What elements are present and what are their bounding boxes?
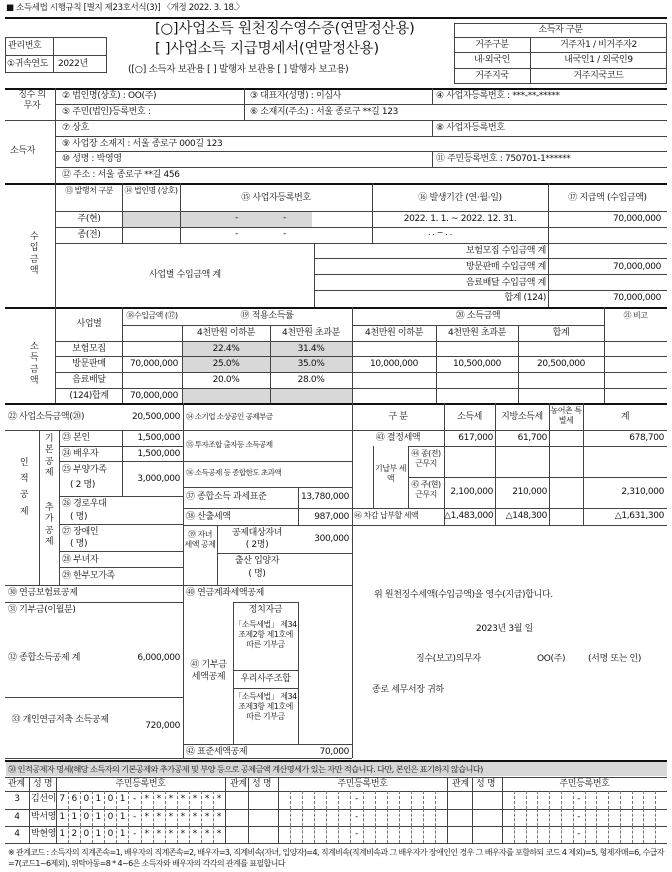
bizno-dash: -	[283, 213, 286, 223]
spouse-label: ㉔ 배우자	[62, 449, 99, 459]
dependent-count: ( 2 명)	[70, 480, 96, 490]
dependent-name: 박현영	[31, 829, 57, 839]
legal-donation-label: 「소득세법」 제34조제2항 제1호에 따른 기부금	[234, 620, 297, 650]
residence-value: 거주자1 / 비거주자2	[560, 40, 637, 50]
residence-label: 거주구분	[475, 40, 509, 50]
biz-income-label: ㉒ 사업소득금액(⑳)	[8, 412, 85, 422]
woman-label: ㉘ 부녀자	[62, 555, 99, 565]
bizno-header: ⑮ 사업자등록번호	[241, 193, 311, 203]
payer-bizno-label: ④ 사업자등록번호 :	[436, 91, 513, 101]
name-header: 성 명	[252, 779, 272, 789]
rrn-cell-divider	[596, 809, 597, 826]
rrn-cell-divider	[399, 826, 400, 843]
rrn-cell-divider	[608, 826, 609, 843]
earner-name: 박영영	[96, 154, 122, 164]
standard-credit-label: ㊷ 표준세액공제	[186, 747, 248, 757]
rrn-digit: *	[216, 812, 222, 822]
single-parent-label: ㉙ 한부모가족	[62, 571, 115, 581]
settled-tax-label: ㊸ 결정세액	[375, 433, 421, 443]
sum-header: 합계	[552, 328, 570, 338]
rrn-digit: 0	[107, 829, 114, 839]
rate-section-label: 소득 금액	[29, 342, 39, 386]
beverage-label: 음료배달 수입금액 계	[465, 278, 546, 288]
rrn-cell-divider	[537, 809, 538, 826]
period-header: ⑯ 발생기간 (연·월·일)	[418, 193, 502, 203]
rel-header: 관계	[230, 779, 247, 789]
form-reference: ■ 소득세법 시행규칙 [별지 제23호서식(3)] 〈개정 2022. 3. 18.〉	[6, 3, 245, 13]
child-credit-value: 300,000	[314, 534, 349, 544]
rrn-cell-divider	[411, 826, 412, 843]
rrn-digit: 1	[95, 812, 101, 822]
rrn-digit: *	[156, 794, 161, 804]
rrn-digit: *	[204, 794, 210, 804]
rate-row-name: 음료배달	[72, 375, 106, 385]
corp-header: ⑭ 법인명 (상호)	[124, 186, 178, 195]
rrn-cell-divider	[375, 809, 376, 826]
rrn-digit: 1	[59, 829, 65, 839]
rrn-cell-divider	[620, 791, 621, 809]
calc-tax-label: ㊳ 산출세액	[186, 512, 231, 522]
dependent-label: ㉕ 부양가족	[62, 465, 107, 475]
venture-label: ㉟ 투자조합 출자등 소득공제	[186, 440, 273, 449]
pension-savings-label: ㉝ 개인연금저축 소득공제	[11, 715, 109, 725]
copy-type: ([○] 소득자 보관용 [ ] 발행자 보관용 [ ] 발행자 보고용)	[128, 64, 349, 75]
rrn-cell-divider	[411, 791, 412, 809]
rate-row-over: 31.4%	[297, 344, 325, 354]
inc-row-over: 10,500,000	[452, 359, 502, 369]
rrn-cell-divider	[399, 791, 400, 809]
rrn-digit: 1	[95, 794, 101, 804]
rrn-cell-divider	[655, 791, 656, 809]
birth-sub-label: 출산 입양자	[234, 556, 280, 566]
self-value: 1,500,000	[137, 433, 180, 443]
donation-carry-label: ㉛ 기부금(이월분)	[8, 605, 76, 615]
payer-section-label: 징수 의무자	[18, 90, 46, 112]
rate-row-under: 20.0%	[212, 375, 240, 385]
child-count: ( 2명)	[245, 540, 269, 550]
biz-header: 사업별	[76, 319, 102, 329]
agri-tax-header: 농어촌 특별세	[550, 406, 582, 425]
rrn-cell-divider	[314, 791, 315, 809]
diff-tax-label: ㊻ 차감 납부할 세액	[354, 511, 419, 520]
rep-name: 이심사	[315, 91, 342, 101]
rrn-digit: *	[168, 812, 173, 822]
dependent-relation: 4	[14, 829, 20, 839]
country-code-label: 거주지국코드	[573, 71, 624, 81]
donation-credit-label: ㊶ 기부금 세액공제	[190, 660, 227, 682]
rrn-digit: *	[156, 829, 161, 839]
rrn-cell-divider	[643, 826, 644, 843]
rrn-separator: -	[354, 812, 358, 822]
rrn-cell-divider	[290, 826, 291, 843]
dependent-name: 박서영	[31, 812, 57, 822]
designated-donation-label: 「소득세법」 제34조제3항 제1호에 따른 기부금	[234, 692, 297, 722]
earner-bizno-label: ⑧ 사업자등록번호	[436, 123, 505, 133]
tax-office: 종로 세무서장 귀하	[372, 685, 444, 695]
earner-name-label: ⑩ 성명 :	[62, 154, 97, 164]
rrn-digit: 7	[59, 794, 65, 804]
inc-row-under: 10,000,000	[369, 359, 419, 369]
rrn-cell-divider	[435, 809, 436, 826]
payer-name-label: ② 법인명(상호) :	[62, 91, 128, 101]
rrn-cell-divider	[632, 826, 633, 843]
elder-label: ㉖ 경로우대	[62, 499, 107, 509]
rrn-digit: *	[168, 794, 173, 804]
personal-ded-label: 인 적 공 제	[19, 458, 29, 517]
rrn-cell-divider	[608, 791, 609, 809]
rrn-cell-divider	[423, 791, 424, 809]
rrn-cell-divider	[375, 826, 376, 843]
cur-workplace-label: ㊺ 주(현) 근무지	[411, 480, 441, 499]
rrn-cell-divider	[387, 791, 388, 809]
bizno-dash: -	[235, 213, 238, 223]
signature-hint: (서명 또는 인)	[588, 654, 642, 664]
rrn-cell-divider	[326, 826, 327, 843]
settled-income-tax: 617,000	[458, 433, 493, 443]
local-tax-header: 지방소득세	[501, 412, 543, 422]
prev-workplace-label: ㊹ 종(전) 근무지	[411, 449, 441, 468]
income-amount-header: ⑳ 소득금액	[455, 311, 501, 321]
main-period: 2022. 1. 1. ~ 2022. 12. 31.	[403, 214, 517, 224]
title-statement: [ ]사업소득 지급명세서(연말정산용)	[155, 41, 379, 57]
rate-row-under: 25.0%	[212, 359, 240, 369]
period-dots: . . ~ . .	[428, 228, 452, 237]
dependent-relation: 3	[14, 794, 20, 804]
payer-bizno: ***-**-*****	[512, 91, 560, 101]
door-to-door-label: 방문판매 수입금액 계	[465, 262, 546, 272]
rate-total-header: ⑱수입금액 (⑰)	[126, 311, 178, 320]
rrn-digit: 1	[119, 812, 126, 822]
rrn-cell-divider	[314, 826, 315, 843]
additional-ded-label: 추 가 공 제	[44, 503, 54, 547]
rrn-digit: 1	[71, 812, 77, 822]
rrn-separator: -	[577, 829, 581, 839]
rrn-digit: *	[216, 794, 222, 804]
income-total-value: 70,000,000	[612, 293, 661, 303]
rrn-header: 주민등록번호	[337, 779, 388, 789]
rrn-cell-divider	[596, 826, 597, 843]
rrn-cell-divider	[596, 791, 597, 809]
rrn-cell-divider	[526, 809, 527, 826]
income-tax-header: 소득세	[456, 412, 483, 422]
child-sub-label: 공제대상자녀	[231, 528, 283, 538]
rrn-cell-divider	[549, 826, 550, 843]
rrn-cell-divider	[435, 791, 436, 809]
rrn-digit: *	[156, 812, 161, 822]
rrn-digit: 0	[83, 829, 89, 839]
attribution-year-label: ①귀속연도	[7, 59, 49, 69]
rate-row-total: 70,000,000	[129, 391, 178, 401]
elder-count: ( 명)	[70, 512, 88, 522]
spouse-value: 1,500,000	[137, 449, 180, 459]
pension-account-label: ㊵ 연금계좌세액공제	[186, 588, 264, 598]
rrn-digit: *	[168, 829, 173, 839]
rrn-separator: -	[132, 794, 136, 804]
rrn-cell-divider	[302, 826, 303, 843]
tax-div-header: 구 분	[388, 412, 408, 422]
rrn-digit: *	[204, 812, 210, 822]
earner-rrn-label: ⑪ 주민등록번호 :	[436, 154, 505, 164]
inc-under-header: 4천만원 이하분	[365, 328, 423, 338]
nationality-value: 내국인1 / 외국인9	[564, 55, 633, 65]
rrn-digit: 0	[83, 812, 89, 822]
rrn-cell-divider	[655, 809, 656, 826]
child-credit-label: ㊴ 자녀 세액 공제	[184, 530, 216, 549]
nationality-label: 내·외국인	[474, 55, 510, 65]
manage-no-label: 관리번호	[8, 41, 42, 51]
rrn-digit: 1	[119, 794, 126, 804]
bizno-dash: -	[283, 229, 286, 239]
cur-income-tax: 2,100,000	[450, 487, 493, 497]
note-header: ㉑ 비고	[623, 311, 648, 320]
rrn-cell-divider	[561, 791, 562, 809]
rrn-digit: 0	[107, 812, 114, 822]
rrn-cell-divider	[363, 826, 364, 843]
rrn-cell-divider	[326, 809, 327, 826]
rrn-cell-divider	[655, 826, 656, 843]
rrn-cell-divider	[302, 809, 303, 826]
standard-credit-value: 70,000	[319, 747, 349, 757]
prepaid-label: 기납부 세액	[375, 464, 406, 484]
rrn-cell-divider	[608, 809, 609, 826]
rrn-cell-divider	[290, 809, 291, 826]
rate-row-over: 35.0%	[297, 359, 325, 369]
rrn-cell-divider	[549, 791, 550, 809]
rrn-cell-divider	[387, 826, 388, 843]
issuer-header: ⑬ 발행처 구분	[65, 186, 113, 195]
union-label: 우리사주조합	[240, 674, 291, 684]
disabled-label: ㉗ 장애인	[62, 527, 99, 537]
earner-section-label: 소득자	[10, 146, 36, 156]
rep-label: ③ 대표자(성명) :	[250, 91, 316, 101]
country-label: 거주지국	[475, 71, 509, 81]
rrn-cell-divider	[363, 809, 364, 826]
rrn-separator: -	[354, 794, 358, 804]
rrn-cell-divider	[526, 791, 527, 809]
rrn-header: 주민등록번호	[559, 779, 610, 789]
rate-row-name: (124)합계	[69, 391, 109, 401]
earner-addr-label: ⑫ 주소 :	[62, 170, 98, 180]
main-amount: 70,000,000	[612, 214, 661, 224]
cur-sum: 2,310,000	[621, 487, 664, 497]
tax-base-label: ㊲ 종합소득 과세표준	[186, 492, 267, 502]
rrn-cell-divider	[326, 791, 327, 809]
rrn-cell-divider	[549, 809, 550, 826]
over-header: 4천만원 초과분	[282, 328, 340, 338]
rrn-digit: *	[180, 794, 185, 804]
rrn-digit: *	[204, 829, 210, 839]
rrn-cell-divider	[537, 826, 538, 843]
payer-name: OO(주)	[127, 91, 157, 101]
rate-row-name: 방문판매	[72, 359, 106, 369]
rrn-cell-divider	[526, 826, 527, 843]
rrn-cell-divider	[632, 791, 633, 809]
withholder-name: OO(주)	[537, 654, 566, 664]
earner-div-title: 소득자 구분	[538, 25, 583, 35]
income-section-label: 수입 금액	[29, 232, 39, 276]
rrn-cell-divider	[643, 791, 644, 809]
tax-base-value: 13,780,000	[300, 492, 349, 502]
tax-sum-header: 계	[620, 412, 630, 422]
total-ded-label: ㉜ 종합소득공제 계	[8, 653, 81, 663]
earner-addr: 서울 종로구 **길 456	[97, 170, 180, 180]
attribution-year: 2022년	[58, 59, 88, 69]
rrn-cell-divider	[375, 791, 376, 809]
disabled-count: ( 명)	[70, 539, 88, 549]
rrn-header: 주민등록번호	[115, 779, 166, 789]
dependent-value: 3,000,000	[137, 474, 180, 484]
diff-income-tax: △1,483,000	[444, 511, 494, 521]
total-ded-value: 6,000,000	[137, 653, 180, 663]
self-label: ㉓ 본인	[62, 433, 90, 443]
rrn-cell-divider	[620, 809, 621, 826]
rate-row-under: 22.4%	[212, 344, 240, 354]
under-header: 4천만원 이하분	[197, 328, 255, 338]
political-fund-label: 정치자금	[248, 605, 283, 615]
confirm-text: 위 원천징수세액(수입금액)을 영수(지급)합니다.	[374, 590, 553, 600]
rrn-cell-divider	[537, 791, 538, 809]
rate-row-name: 보험모집	[72, 344, 106, 354]
basic-ded-label: 기 본 공 제	[44, 434, 54, 478]
relation-code-footnote: ※ 관계코드 : 소득자의 직계존속=1, 배우자의 직계존속=2, 배우자=3, 직계비속(자녀, 입양자)=4, 직계비속(직계비속과 그 배우자가 장애인인 경우 그 배우자를 포함하되 코드 4 제외)=5, 형제자매=6, 수급자=7(코드1~6제외), 위탁아동=8 * 4~6은 소득자와 배우자의 각각의 관계를 표필합니다	[8, 848, 664, 868]
rrn-cell-divider	[561, 826, 562, 843]
rrn-cell-divider	[585, 791, 586, 809]
dependent-name: 김선이	[31, 794, 57, 804]
name-header: 성 명	[33, 779, 53, 789]
rel-header: 관계	[452, 779, 469, 789]
payer-addr: 서울 종로구 **길 123	[315, 107, 399, 117]
bizaddr-label: ⑨ 사업장 소재지 :	[62, 139, 133, 149]
biz-income-value: 20,500,000	[131, 412, 180, 422]
trade-name-label: ⑦ 상호	[62, 123, 89, 133]
rrn-cell-divider	[514, 809, 515, 826]
bizno-dash: -	[235, 229, 238, 239]
rrn-cell-divider	[423, 826, 424, 843]
main-label: 주(현)	[77, 214, 101, 224]
diff-local-tax: △148,300	[505, 511, 547, 521]
rrn-digit: *	[144, 794, 149, 804]
rrn-cell-divider	[514, 826, 515, 843]
income-total-label: 합계 (124)	[504, 293, 546, 303]
rrn-digit: 1	[95, 829, 101, 839]
rrn-cell-divider	[561, 809, 562, 826]
calc-tax-value: 987,000	[314, 512, 349, 522]
rrn-digit: *	[192, 812, 197, 822]
amount-header: ⑰ 지급액 (수입금액)	[568, 193, 647, 203]
corpno-label: ⑤ 주민(법인)등록번호 :	[62, 107, 151, 117]
insurance-label: 보험모집 수입금액 계	[465, 246, 546, 256]
bizaddr: 서울 종로구 000길 123	[132, 139, 223, 149]
name-header: 성 명	[476, 779, 496, 789]
rrn-cell-divider	[290, 791, 291, 809]
rrn-separator: -	[354, 829, 358, 839]
excess-label: ㊱ 소득공제 등 종합한도 초과액	[186, 468, 282, 477]
rrn-digit: *	[180, 829, 185, 839]
rrn-cell-divider	[411, 809, 412, 826]
rrn-cell-divider	[585, 809, 586, 826]
prev-label: 종(전)	[77, 230, 101, 240]
settled-local-tax: 61,700	[517, 433, 547, 443]
inc-row-sum: 20,500,000	[536, 359, 586, 369]
confirm-date: 2023년 3월 일	[476, 624, 533, 634]
rrn-cell-divider	[338, 791, 339, 809]
rrn-digit: *	[144, 829, 149, 839]
payer-addr-label: ⑥ 소재지(주소) :	[250, 107, 316, 117]
rrn-cell-divider	[423, 809, 424, 826]
rrn-cell-divider	[643, 809, 644, 826]
rrn-digit: 1	[59, 812, 65, 822]
settled-sum: 678,700	[629, 433, 664, 443]
by-biz-label: 사업별 수입금액 계	[149, 270, 221, 280]
pension-ins-label: ㉚ 연금보험료공제	[8, 588, 78, 598]
rrn-cell-divider	[620, 826, 621, 843]
rrn-digit: *	[192, 794, 197, 804]
rrn-cell-divider	[387, 809, 388, 826]
rrn-digit: *	[144, 812, 149, 822]
rate-row-total: 70,000,000	[129, 359, 178, 369]
rate-row-over: 28.0%	[297, 375, 325, 385]
rrn-cell-divider	[363, 791, 364, 809]
rrn-digit: 6	[71, 794, 77, 804]
cur-local-tax: 210,000	[512, 487, 547, 497]
rrn-cell-divider	[585, 826, 586, 843]
rrn-digit: *	[216, 829, 222, 839]
rrn-cell-divider	[399, 809, 400, 826]
rrn-cell-divider	[338, 809, 339, 826]
rrn-digit: 2	[71, 829, 77, 839]
earner-rrn: 750701-1******	[504, 154, 571, 164]
rrn-digit: *	[180, 812, 185, 822]
diff-sum: △1,631,300	[614, 511, 664, 521]
rrn-digit: 0	[83, 794, 89, 804]
rrn-separator: -	[577, 812, 581, 822]
rrn-cell-divider	[435, 826, 436, 843]
exp-rate-header: ⑲ 적용소득률	[240, 311, 294, 321]
rrn-cell-divider	[338, 826, 339, 843]
rel-header: 관계	[8, 779, 25, 789]
rrn-digit: 1	[119, 829, 126, 839]
door-to-door-value: 70,000,000	[612, 262, 661, 272]
rrn-cell-divider	[314, 809, 315, 826]
pension-savings-value: 720,000	[145, 721, 180, 731]
rrn-cell-divider	[514, 791, 515, 809]
rrn-separator: -	[132, 829, 136, 839]
birth-count: ( 명)	[248, 569, 266, 579]
dependents-header: ㊿ 인적공제자 명세(해당 소득자의 기본공제와 추가공제 및 부양 등으로 공제금액 계산명세가 있는 자만 적습니다. 다만, 본인은 표기하지 않습니다)	[8, 764, 483, 774]
withholder-label: 징수(보고)의무자	[416, 654, 481, 664]
title-receipt: [○]사업소득 원천징수영수증(연말정산용)	[155, 21, 415, 37]
rrn-cell-divider	[632, 809, 633, 826]
rrn-cell-divider	[302, 791, 303, 809]
rrn-separator: -	[132, 812, 136, 822]
small-biz-label: ㉞ 소기업 소상공인 공제부금	[186, 412, 273, 421]
rrn-digit: *	[192, 829, 197, 839]
inc-over-header: 4천만원 초과분	[448, 328, 506, 338]
rrn-separator: -	[577, 794, 581, 804]
rrn-digit: 0	[107, 794, 114, 804]
dependent-relation: 4	[14, 812, 20, 822]
